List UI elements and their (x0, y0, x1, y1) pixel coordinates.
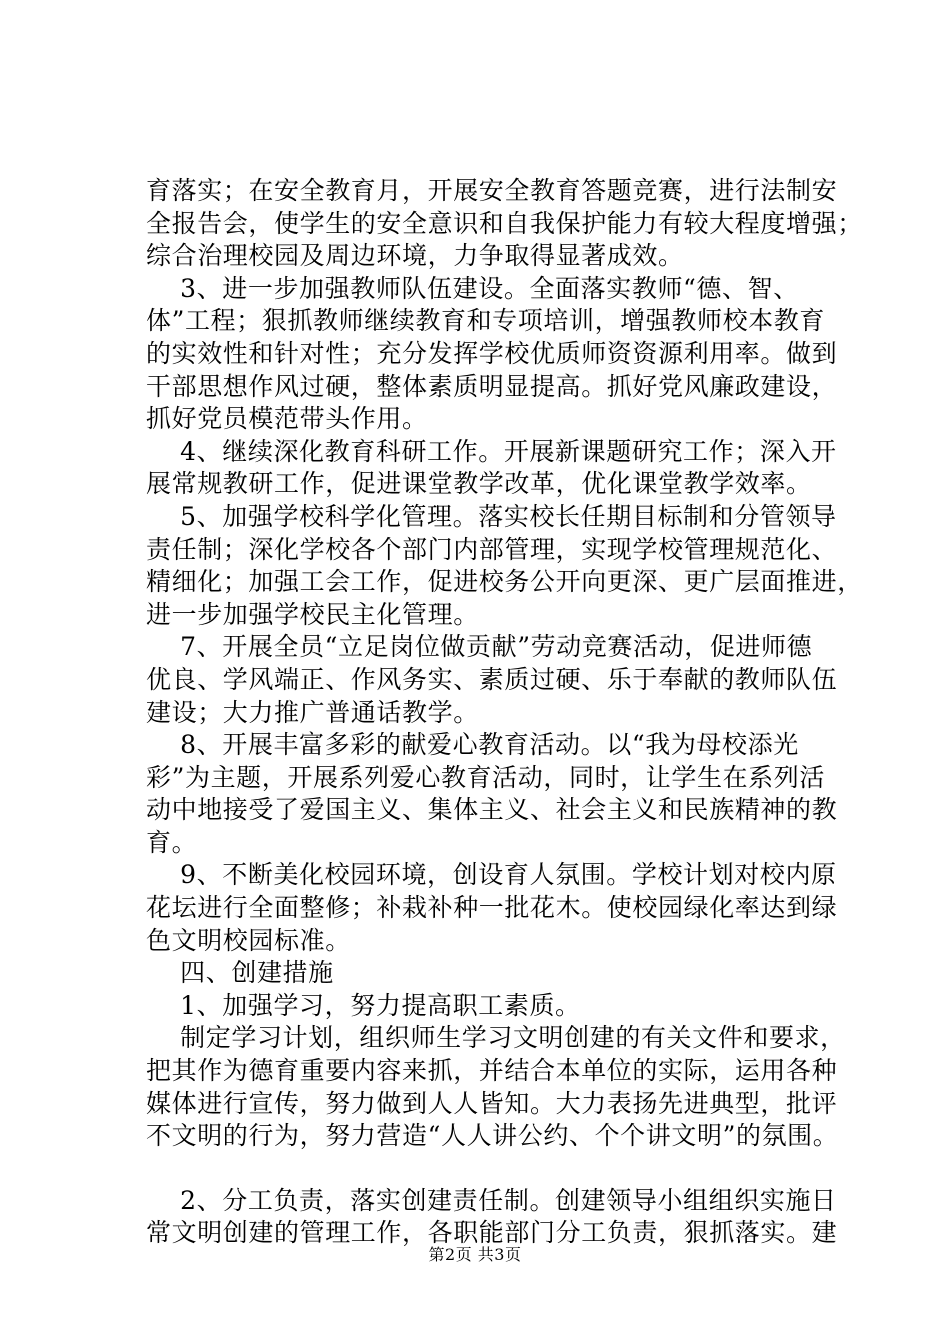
text-line: 优良、学风端正、作风务实、素质过硬、乐于奉献的教师队伍 (146, 664, 838, 694)
text-line: 全报告会，使学生的安全意识和自我保护能力有较大程度增强； (146, 208, 863, 238)
section-heading: 四、创建措施 (146, 958, 334, 988)
text-line: 育落实；在安全教育月，开展安全教育答题竞赛，进行法制安 (146, 176, 838, 205)
document-body (146, 175, 866, 1250)
paragraph-gap (146, 1153, 866, 1185)
text-line: 4、继续深化教育科研工作。开展新课题研究工作；深入开 (146, 436, 837, 466)
text-line: 体”工程；狠抓教师继续教育和专项培训，增强教师校本教育 (146, 306, 825, 336)
text-line: 3、进一步加强教师队伍建设。全面落实教师“德、智、 (146, 273, 799, 303)
text-line: 9、不断美化校园环境，创设育人氛围。学校计划对校内原 (146, 860, 837, 890)
text-line: 花坛进行全面整修；补栽补种一批花木。使校园绿化率达到绿 (146, 893, 838, 923)
page-number-footer: 第2页 共3页 (428, 1245, 522, 1264)
text-line: 常文明创建的管理工作，各职能部门分工负责，狠抓落实。建 (146, 1218, 838, 1248)
text-line: 进一步加强学校民主化管理。 (146, 599, 479, 629)
text-line: 建设；大力推广普通话教学。 (146, 697, 479, 727)
text-line: 8、开展丰富多彩的献爱心教育活动。以“我为母校添光 (146, 730, 799, 760)
text-line: 综合治理校园及周边环境，力争取得显著成效。 (146, 241, 684, 271)
text-line: 动中地接受了爱国主义、集体主义、社会主义和民族精神的教 (146, 795, 838, 825)
text-line: 不文明的行为，努力营造“人人讲公约、个个讲文明”的氛围。 (146, 1121, 839, 1151)
text-line: 色文明校园标准。 (146, 925, 351, 955)
text-line: 5、加强学校科学化管理。落实校长任期目标制和分管领导 (146, 501, 837, 531)
text-line: 责任制；深化学校各个部门内部管理，实现学校管理规范化、 (146, 534, 838, 564)
text-line: 1、加强学习，努力提高职工素质。 (146, 990, 581, 1020)
text-line: 制定学习计划，组织师生学习文明创建的有关文件和要求， (146, 1023, 846, 1053)
text-line: 精细化；加强工会工作，促进校务公开向更深、更广层面推进， (146, 567, 863, 597)
text-line: 媒体进行宣传，努力做到人人皆知。大力表扬先进典型，批评 (146, 1088, 838, 1118)
text-line: 的实效性和针对性；充分发挥学校优质师资资源利用率。做到 (146, 338, 838, 368)
text-line: 彩”为主题，开展系列爱心教育活动，同时，让学生在系列活 (146, 762, 825, 792)
text-line: 把其作为德育重要内容来抓，并结合本单位的实际，运用各种 (146, 1056, 838, 1086)
text-line: 育。 (146, 827, 198, 857)
text-line: 展常规教研工作，促进课堂教学改革，优化课堂教学效率。 (146, 469, 812, 499)
text-line: 2、分工负责，落实创建责任制。创建领导小组组织实施日 (146, 1185, 837, 1215)
text-line: 7、开展全员“立足岗位做贡献”劳动竞赛活动，促进师德 (146, 632, 813, 662)
text-line: 干部思想作风过硬，整体素质明显提高。抓好党风廉政建设， (146, 371, 838, 401)
text-line: 抓好党员模范带头作用。 (146, 404, 428, 434)
